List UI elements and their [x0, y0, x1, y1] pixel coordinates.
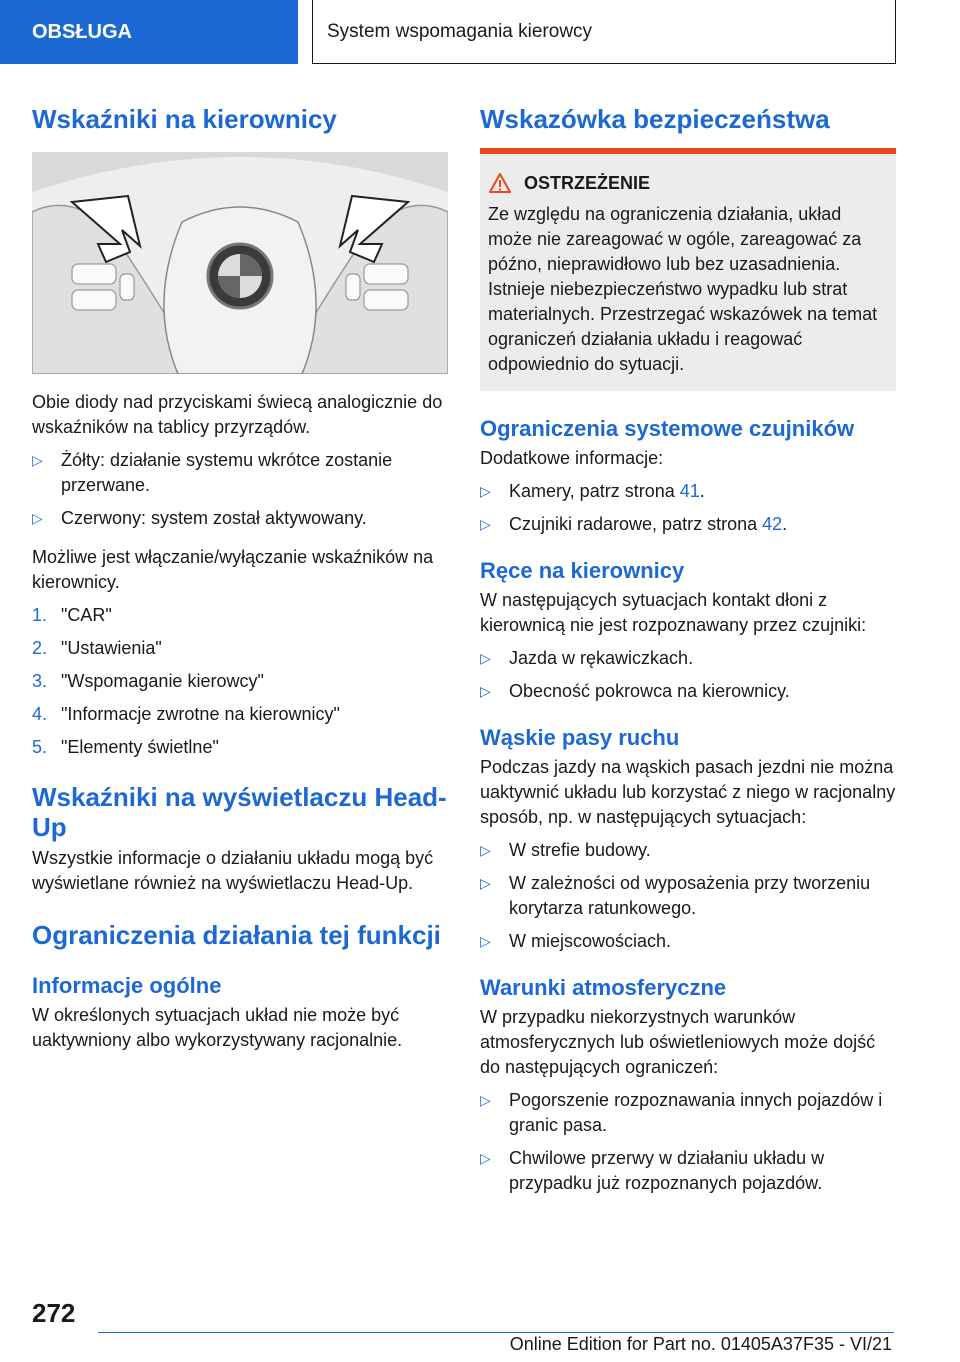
indicator-color-list	[32, 448, 448, 531]
triangle-bullet-icon: ▷	[32, 452, 43, 468]
list-item: ▷ Kamery, patrz strona 41.	[480, 479, 896, 504]
step-item: 4. "Informacje zwrotne na kierownicy"	[32, 704, 340, 724]
toggle-info: Możliwe jest włączanie/wyłączanie wskaźników na kierownicy.	[32, 547, 434, 592]
heading-sensor-limits: Ograniczenia systemowe czujników	[480, 416, 855, 441]
page-link[interactable]: 42	[762, 514, 783, 534]
warning-label: OSTRZEŻENIE	[524, 172, 651, 193]
indicator-intro: Obie diody nad przyciskami świecą analogicznie do wskaźników na tablicy przyrządów.	[32, 392, 443, 437]
triangle-bullet-icon: ▷	[480, 516, 491, 532]
list-item: ▷ W zależności od wyposażenia przy tworzeniu korytarza ratunkowego.	[480, 873, 871, 918]
list-item: ▷ Pogorszenie rozpoznawania innych pojazdów i granic pasa.	[480, 1090, 883, 1135]
steering-wheel-figure	[32, 152, 448, 374]
triangle-bullet-icon: ▷	[480, 842, 491, 858]
triangle-bullet-icon: ▷	[480, 483, 491, 499]
heading-narrow-lanes: Wąskie pasy ruchu	[480, 725, 680, 750]
triangle-bullet-icon: ▷	[480, 875, 491, 891]
lanes-list	[480, 838, 896, 954]
step-item: 2. "Ustawienia"	[32, 638, 162, 658]
heading-weather: Warunki atmosferyczne	[480, 975, 727, 1000]
list-item: ▷ Czerwony: system został aktywowany.	[32, 506, 448, 531]
general-text: W określonych sytuacjach układ nie może być uaktywniony albo wykorzystywany racjonalnie.	[32, 1005, 403, 1050]
settings-steps	[32, 603, 448, 760]
lanes-text: Podczas jazdy na wąskich pasach jezdni nie można uaktywnić układu lub korzystać z niego w racjonalny sposób, np. w następujących sytuacjach:	[480, 757, 896, 827]
section-tab[interactable]	[0, 0, 298, 64]
page-link[interactable]: 41	[679, 481, 700, 501]
triangle-bullet-icon: ▷	[480, 650, 491, 666]
step-item: 1. "CAR"	[32, 605, 112, 625]
list-item: ▷ W miejscowościach.	[480, 929, 896, 954]
edition-note: Online Edition for Part no. 01405A37F35 - VI/21	[509, 1334, 892, 1354]
right-column	[480, 96, 896, 1204]
triangle-bullet-icon: ▷	[480, 1092, 491, 1108]
footer-divider	[98, 1332, 894, 1333]
list-item: ▷ Jazda w rękawiczkach.	[480, 646, 896, 671]
list-item: ▷ Chwilowe przerwy w działaniu układu w przypadku już rozpoznanych pojazdów.	[480, 1148, 825, 1193]
chapter-header	[312, 0, 896, 64]
heading-steering-indicators: Wskaźniki na kierownicy	[32, 104, 337, 134]
list-item: ▷ Żółty: działanie systemu wkrótce zostanie przerwane.	[32, 450, 393, 495]
triangle-bullet-icon: ▷	[32, 510, 43, 526]
step-item: 3. "Wspomaganie kierowcy"	[32, 671, 264, 691]
step-item: 5. "Elementy świetlne"	[32, 737, 219, 757]
hands-list	[480, 646, 896, 704]
list-item: ▷ Obecność pokrowca na kierownicy.	[480, 679, 896, 704]
triangle-bullet-icon: ▷	[480, 683, 491, 699]
heading-general-info: Informacje ogólne	[32, 973, 222, 998]
sensor-list	[480, 479, 896, 537]
hud-text: Wszystkie informacje o działaniu układu mogą być wyświetlane również na wyświetlaczu Head-Up.	[32, 848, 434, 893]
chapter-title: System wspomagania kierowcy	[327, 20, 593, 42]
heading-limits: Ograniczenia działania tej funkcji	[32, 920, 441, 950]
list-item: ▷ Czujniki radarowe, patrz strona 42.	[480, 512, 896, 537]
triangle-bullet-icon: ▷	[480, 1150, 491, 1166]
triangle-bullet-icon: ▷	[480, 933, 491, 949]
heading-hands: Ręce na kierownicy	[480, 558, 685, 583]
heading-safety: Wskazówka bezpieczeństwa	[480, 104, 830, 134]
list-item: ▷ W strefie budowy.	[480, 838, 896, 863]
left-column	[32, 96, 448, 1053]
section-label: OBSŁUGA	[32, 20, 132, 43]
weather-list	[480, 1088, 896, 1196]
warning-box	[480, 148, 896, 391]
warning-text: Ze względu na ograniczenia działania, układ może nie zareagować w ogóle, zareagować za późno, nieprawidłowo lub bez uzasadnienia. Istnieje niebezpieczeństwo wypadku lub strat materialnych. Przestrzegać wskazówek na temat ograniczeń działania układu i reagować odpowiednio do sytuacji.	[488, 204, 878, 374]
hands-text: W następujących sytuacjach kontakt dłoni z kierownicą nie jest rozpoznawany przez czujniki:	[480, 590, 867, 635]
heading-hud: Wskaźniki na wyświetlaczu Head-Up	[32, 782, 447, 842]
page-number: 272	[32, 1298, 76, 1328]
weather-text: W przypadku niekorzystnych warunków atmosferycznych lub oświetleniowych może dojść do następujących ograniczeń:	[480, 1007, 876, 1077]
sensor-intro: Dodatkowe informacje:	[480, 448, 664, 468]
warning-triangle-icon	[488, 172, 512, 194]
